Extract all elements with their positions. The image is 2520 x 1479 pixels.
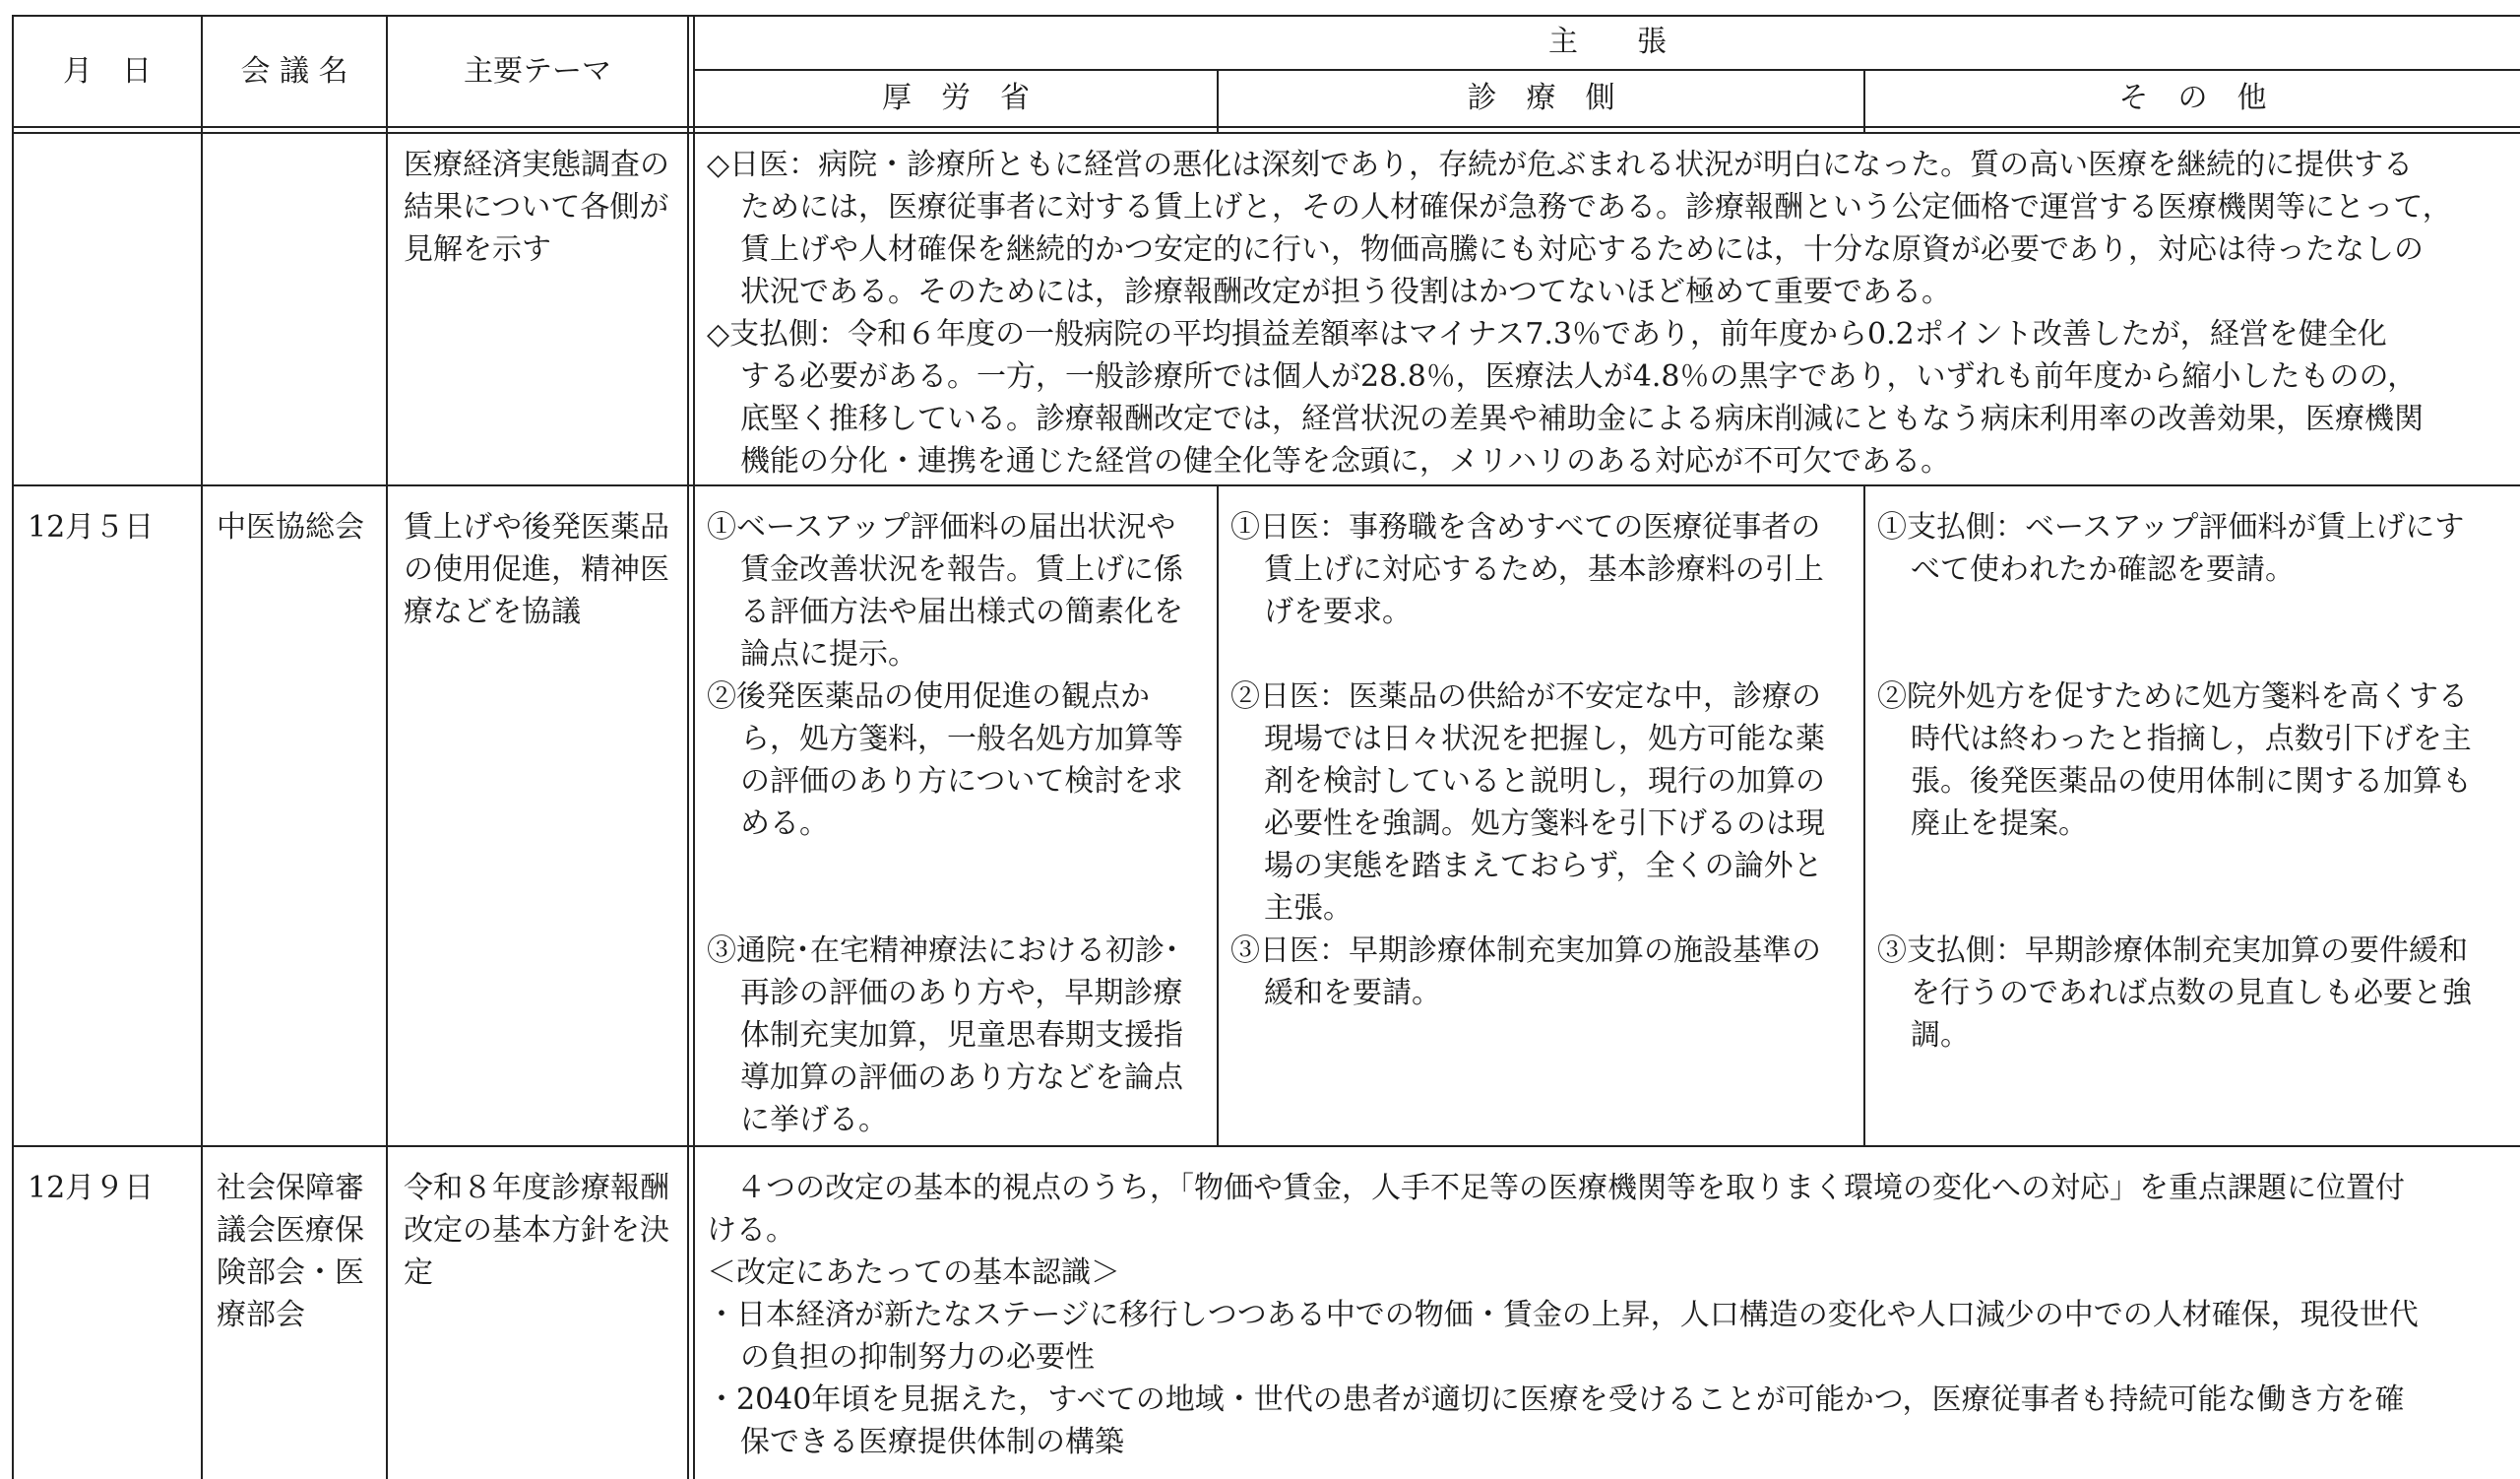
other-line: べて使われたか確認を要請。 — [1911, 552, 2295, 587]
provider-line: げを要求。 — [1264, 595, 1412, 629]
row3-meeting — [217, 1167, 364, 1336]
rule-col-theme-b — [693, 15, 695, 1479]
rule-col-date — [201, 15, 203, 1479]
rule-col-provider — [1863, 484, 1865, 1145]
claim-line: 保できる医療提供体制の構築 — [740, 1425, 1124, 1459]
rule-header-split — [693, 69, 2520, 71]
other-line: 時代は終わったと指摘し，点数引下げを主 — [1911, 722, 2472, 756]
header-meeting: 会 議 名 — [240, 54, 348, 89]
provider-line: 賃上げに対応するため，基本診療料の引上 — [1264, 552, 1824, 587]
mhlw-line: 導加算の評価のあり方などを論点 — [740, 1061, 1183, 1095]
claim-line: ◇支払側：令和６年度の一般病院の平均損益差額率はマイナス7.3％であり，前年度から0.2ポイント改善したが，経営を健全化 — [707, 317, 2387, 352]
header-other: そ の 他 — [2118, 81, 2267, 115]
mhlw-line: ら，処方箋料，一般名処方加算等 — [740, 722, 1183, 756]
row3-claims — [707, 1167, 2419, 1463]
row1-claim-jma — [707, 144, 2452, 313]
provider-line: ①日医：事務職を含めすべての医療従事者の — [1230, 510, 1821, 545]
row1-theme-line: 見解を示す — [404, 232, 551, 267]
row3-theme-line: 令和８年度診療報酬 — [404, 1171, 669, 1205]
row1-claim-payer — [707, 313, 2452, 482]
rule-col-mhlw — [1217, 484, 1219, 1145]
provider-line: 緩和を要請。 — [1264, 976, 1441, 1010]
provider-line: 必要性を強調。処方箋料を引下げるのは現 — [1264, 806, 1825, 841]
row1-theme-line: 結果について各側が — [404, 190, 669, 225]
row3-meeting-line: 議会医療保 — [217, 1213, 364, 1248]
row2-provider-item-3 — [1230, 930, 1821, 1014]
mhlw-line: ①ベースアップ評価料の届出状況や — [707, 510, 1176, 545]
rule-left — [12, 15, 14, 1479]
other-line: ③支払側：早期診療体制充実加算の要件緩和 — [1877, 933, 2468, 968]
rule-col-meeting — [386, 15, 388, 1479]
row2-mhlw-item-2 — [707, 675, 1183, 845]
row2-other-item-2 — [1877, 675, 2472, 845]
other-line: ②院外処方を促すために処方箋料を高くする — [1877, 679, 2468, 714]
mhlw-line: の評価のあり方について検討を求 — [740, 764, 1183, 799]
mhlw-line: る評価方法や届出様式の簡素化を — [740, 595, 1183, 629]
header-date: 月 日 — [63, 54, 152, 89]
provider-line: 現場では日々状況を把握し，処方可能な薬 — [1264, 722, 1825, 756]
row3-theme — [404, 1167, 669, 1294]
provider-line: 剤を検討していると説明し，現行の加算の — [1264, 764, 1825, 799]
row2-mhlw-item-3 — [707, 930, 1183, 1141]
rule-top — [12, 15, 2520, 17]
row3-theme-line: 改定の基本方針を決 — [404, 1213, 669, 1248]
row2-theme-line: 療などを協議 — [404, 595, 581, 629]
other-line: 調。 — [1911, 1018, 1970, 1053]
row1-theme-line: 医療経済実態調査の — [404, 148, 669, 182]
rule-header-bottom-b — [12, 132, 2520, 134]
row3-meeting-line: 療部会 — [217, 1298, 305, 1332]
claim-line: 状況である。そのためには，診療報酬改定が担う役割はかつてないほど極めて重要である。 — [740, 275, 1951, 309]
row3-meeting-line: 社会保障審 — [217, 1171, 364, 1205]
row2-meeting: 中医協総会 — [217, 510, 364, 545]
header-theme: 主要テーマ — [464, 54, 611, 89]
mhlw-line: 再診の評価のあり方や，早期診療 — [740, 976, 1183, 1010]
provider-line: ②日医：医薬品の供給が不安定な中，診療の — [1230, 679, 1821, 714]
other-line: ①支払側：ベースアップ評価料が賃上げにす — [1877, 510, 2465, 545]
row3-meeting-line: 険部会・医 — [217, 1255, 364, 1290]
row2-theme-line: 賃上げや後発医薬品 — [404, 510, 669, 545]
mhlw-line: 賃金改善状況を報告。賃上げに係 — [740, 552, 1183, 587]
mhlw-line: める。 — [740, 806, 829, 841]
mhlw-line: に挙げる。 — [740, 1103, 888, 1137]
row1-theme — [404, 144, 669, 271]
row2-provider-item-1 — [1230, 506, 1824, 633]
header-claims: 主 張 — [1548, 25, 1667, 59]
other-line: を行うのであれば点数の見直しも必要と強 — [1911, 976, 2472, 1010]
row2-date: 12月５日 — [28, 510, 155, 545]
claim-line: ・日本経済が新たなステージに移行しつつある中での物価・賃金の上昇，人口構造の変化や人口減少の中での人材確保，現役世代 — [707, 1298, 2419, 1332]
mhlw-line: 体制充実加算，児童思春期支援指 — [740, 1018, 1183, 1053]
claim-line: する必要がある。一方，一般診療所では個人が28.8％，医療法人が4.8％の黒字であり，いずれも前年度から縮小したものの， — [740, 359, 2418, 394]
claim-line: の負担の抑制努力の必要性 — [740, 1340, 1095, 1375]
rule-header-bottom-a — [12, 126, 2520, 128]
claim-line: 底堅く推移している。診療報酬改定では，経営状況の差異や補助金による病床削減にともなう病床利用率の改善効果，医療機関 — [740, 402, 2424, 436]
provider-line: ③日医：早期診療体制充実加算の施設基準の — [1230, 933, 1821, 968]
other-line: 廃止を提案。 — [1911, 806, 2088, 841]
row2-theme-line: の使用促進，精神医 — [404, 552, 669, 587]
rule-col-theme-a — [687, 15, 689, 1479]
row2-other-item-3 — [1877, 930, 2472, 1057]
claim-line: ◇日医：病院・診療所ともに経営の悪化は深刻であり，存続が危ぶまれる状況が明白になった。質の高い医療を継続的に提供する — [707, 148, 2414, 182]
row3-date: 12月９日 — [28, 1171, 155, 1205]
mhlw-line: 論点に提示。 — [740, 637, 917, 672]
claim-line: ４つの改定の基本的視点のうち，「物価や賃金，人手不足等の医療機関等を取りまく環境の変化への対応」を重点課題に位置付 — [736, 1171, 2405, 1205]
header-provider: 診 療 側 — [1467, 81, 1615, 115]
claim-line: ける。 — [707, 1213, 795, 1248]
provider-line: 場の実態を踏まえておらず，全くの論外と — [1264, 849, 1823, 883]
other-line: 張。後発医薬品の使用体制に関する加算も — [1911, 764, 2472, 799]
row2-provider-item-2 — [1230, 675, 1825, 930]
header-mhlw: 厚 労 省 — [882, 81, 1030, 115]
claim-line: 機能の分化・連携を通じた経営の健全化等を念頭に，メリハリのある対応が不可欠である。 — [740, 444, 1951, 479]
claim-line: ・2040年頃を見据えた，すべての地域・世代の患者が適切に医療を受けることが可能かつ，医療従事者も持続可能な働き方を確 — [707, 1383, 2405, 1417]
rule-row2-bottom — [12, 1145, 2520, 1147]
provider-line: 主張。 — [1264, 891, 1353, 926]
row2-theme — [404, 506, 669, 633]
mhlw-line: ③通院･在宅精神療法における初診･ — [707, 933, 1179, 968]
claim-line: ためには，医療従事者に対する賃上げと，その人材確保が急務である。診療報酬という公定価格で運営する医療機関等にとって， — [740, 190, 2452, 225]
row3-theme-line: 定 — [404, 1255, 433, 1290]
mhlw-line: ②後発医薬品の使用促進の観点か — [707, 679, 1150, 714]
row2-mhlw-item-1 — [707, 506, 1183, 675]
row2-other-item-1 — [1877, 506, 2464, 591]
claim-line: ＜改定にあたっての基本認識＞ — [707, 1255, 1120, 1290]
rule-row1-bottom — [12, 484, 2520, 486]
row1-claims — [707, 144, 2452, 482]
claim-line: 賃上げや人材確保を継続的かつ安定的に行い，物価高騰にも対応するためには，十分な原資が必要であり，対応は待ったなしの — [740, 232, 2424, 267]
